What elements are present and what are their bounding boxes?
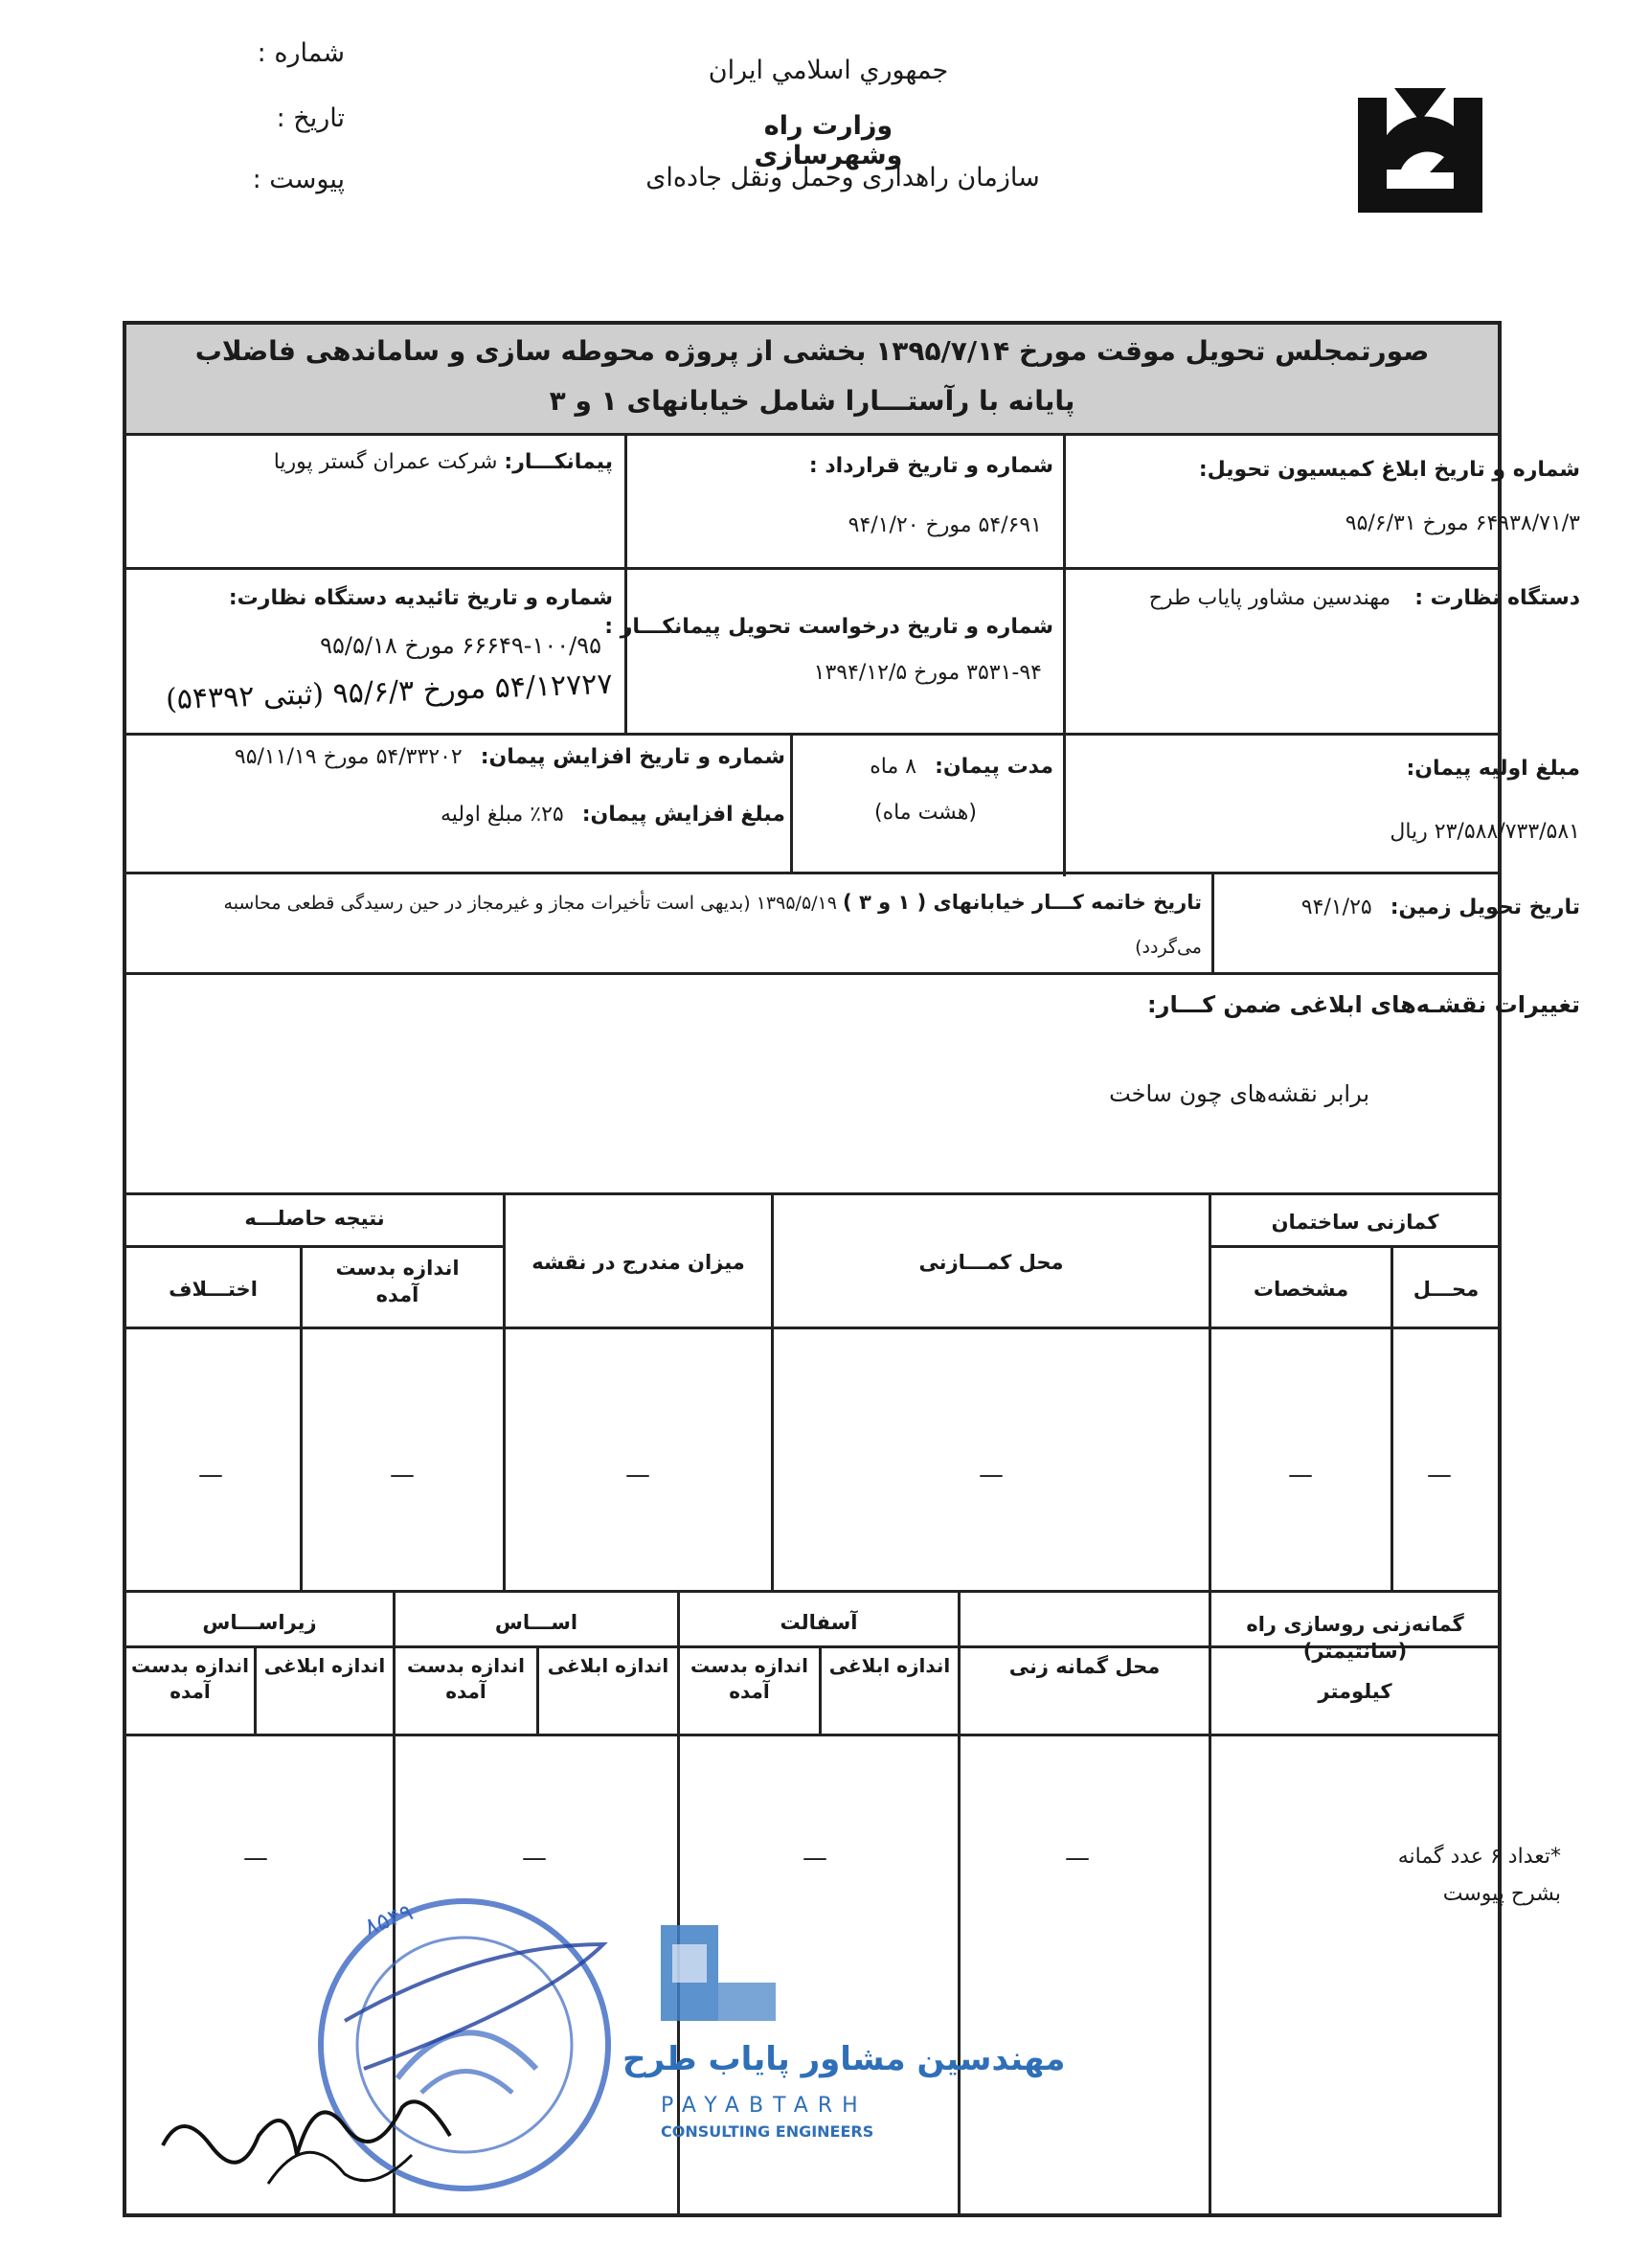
t1-dash-difference: —	[198, 1461, 223, 1489]
request-label: شماره و تاریخ درخواست تحویل پیمانکـــار :	[604, 615, 1053, 639]
completion-label: تاریخ خاتمه کـــار خیابانهای ( ۱ و ۳ )	[843, 891, 1202, 914]
completion-field	[158, 891, 1202, 914]
t2-subbase-measured: اندازه بدست آمده	[131, 1654, 249, 1703]
t1-col-location: محل کمـــازنی	[918, 1251, 1064, 1274]
contractor-value: شرکت عمران گستر پوریا	[273, 450, 498, 474]
approval-label: شماره و تاریخ تائیدیه دستگاه نظارت:	[228, 586, 613, 610]
duration-words: (هشت ماه)	[873, 801, 977, 825]
t1-dash-location: —	[979, 1461, 1004, 1489]
number-label: شماره :	[257, 38, 345, 68]
t1-group-building: کمازنی ساختمان	[1271, 1211, 1439, 1234]
t1-col-place: محـــل	[1413, 1278, 1480, 1301]
t1-dash-measured: —	[390, 1461, 415, 1489]
commission-label: شماره و تاریخ ابلاغ کمیسیون تحویل:	[1198, 458, 1580, 482]
t2-dash-subbase: —	[243, 1844, 268, 1872]
land-label: تاریخ تحویل زمین:	[1390, 896, 1580, 919]
supervisor-label: دستگاه نظارت :	[1414, 586, 1580, 610]
handwritten-note: ۵۴/۱۲۷۲۷ مورخ ۹۵/۶/۳ (ثبتی ۵۴۳۹۲)	[165, 667, 614, 717]
stamp-company-fa: مهندسین مشاور پایاب طرح	[622, 2040, 1066, 2078]
t2-col-location: محل گمانه زنی	[1008, 1655, 1161, 1678]
approval-value: ۶۶۶۴۹-۱۰۰/۹۵ مورخ ۹۵/۵/۱۸	[320, 632, 601, 659]
t2-km-value: *تعداد ۶ عدد گمانه بشرح پیوست	[1397, 1845, 1561, 1906]
t2-group-asphalt: آسفالت	[780, 1611, 858, 1634]
commission-value: ۶۴۹۳۸/۷۱/۳ مورخ ۹۵/۶/۳۱	[1345, 511, 1580, 535]
t2-group-subbase: زیراســـاس	[202, 1611, 317, 1634]
t1-col-specs: مشخصات	[1253, 1278, 1349, 1301]
land-field	[1301, 896, 1580, 919]
contract-label: شماره و تاریخ قرارداد :	[808, 454, 1053, 478]
stamp-company-en-top: PAYABTARH	[661, 2094, 868, 2118]
t1-dash-place: —	[1427, 1461, 1452, 1489]
contractor-field	[274, 450, 613, 474]
ministry-title: وزارت راه وشهرسازی	[754, 111, 903, 170]
increase-amount-label: مبلغ افزایش پیمان:	[581, 803, 785, 827]
attachment-label: پیوست :	[252, 165, 345, 194]
t1-group-result: نتیجه حاصلـــه	[244, 1207, 385, 1230]
signature	[153, 2069, 469, 2203]
republic-title: جمهوري اسلامي ايران	[708, 56, 949, 85]
duration-label: مدت پیمان:	[935, 755, 1053, 779]
organization-title: سازمان راهداری وحمل ونقل جاده‌ای	[645, 163, 1040, 193]
t2-col-km: کیلومتر	[1318, 1680, 1392, 1703]
t2-base-notified: اندازه ابلاغی	[547, 1654, 669, 1677]
initial-amount-label: مبلغ اولیه پیمان:	[1406, 757, 1580, 781]
t1-col-difference: اختـــلاف	[169, 1278, 258, 1301]
duration-field	[870, 755, 1053, 779]
duration-value: ۸ ماه	[870, 755, 917, 779]
date-label: تاریخ :	[276, 103, 345, 133]
completion-value-cont: می‌گردد)	[1135, 937, 1202, 958]
t1-col-measured: اندازه بدست آمده	[335, 1257, 460, 1307]
t2-dash-base: —	[522, 1844, 547, 1872]
t2-base-measured: اندازه بدست آمده	[407, 1654, 525, 1703]
document-subtitle: پایانه با رآستـــارا شامل خیابانهای ۱ و ۳	[549, 385, 1075, 417]
increase-value: ۵۴/۳۳۲۰۲ مورخ ۹۵/۱۱/۱۹	[234, 745, 463, 769]
increase-amount-field	[441, 803, 785, 827]
changes-value: برابر نقشه‌های چون ساخت	[1109, 1080, 1369, 1107]
t2-asphalt-notified: اندازه ابلاغی	[828, 1654, 951, 1677]
supervisor-value: مهندسین مشاور پایاب طرح	[1148, 586, 1391, 610]
t2-asphalt-measured: اندازه بدست آمده	[690, 1654, 808, 1703]
request-value: ۳۵۳۱-۹۴ مورخ ۱۳۹۴/۱۲/۵	[813, 661, 1042, 685]
supervisor-field	[1149, 586, 1580, 610]
payabtarh-logo-icon	[651, 1925, 785, 2030]
document-title: صورتمجلس تحویل موقت مورخ ۱۳۹۵/۷/۱۴ بخشی از پروژه محوطه سازی و ساماندهی فاضلاب	[194, 335, 1430, 367]
increase-amount-value: ۲۵٪ مبلغ اولیه	[440, 803, 564, 827]
changes-label: تغییرات نقشـه‌های ابلاغی ضمن کـــار:	[1147, 991, 1580, 1018]
rmto-logo-icon	[1348, 79, 1492, 222]
t2-dash-asphalt: —	[803, 1844, 827, 1872]
initial-amount-value: ۲۳/۵۸۸/۷۳۳/۵۸۱ ریال	[1390, 820, 1580, 844]
contract-value: ۵۴/۶۹۱ مورخ ۹۴/۱/۲۰	[848, 513, 1042, 537]
stamp-company-en: CONSULTING ENGINEERS	[661, 2122, 874, 2141]
t1-dash-specs: —	[1288, 1461, 1313, 1489]
t2-group-base: اســـاس	[494, 1611, 578, 1634]
t1-col-map-amount: میزان مندرج در نقشه	[531, 1251, 745, 1274]
t1-dash-map: —	[625, 1461, 650, 1489]
increase-field	[235, 745, 785, 769]
increase-label: شماره و تاریخ افزایش پیمان:	[480, 745, 785, 769]
t2-subbase-notified: اندازه ابلاغی	[263, 1654, 386, 1677]
seal-number: ۸۵۴۹	[360, 1898, 417, 1940]
land-value: ۹۴/۱/۲۵	[1300, 896, 1372, 919]
t2-dash-location: —	[1065, 1844, 1090, 1872]
contractor-label: پیمانکـــار:	[504, 450, 613, 474]
t2-group-road: گمانه‌زنی روسازی راه (سانتیمتر)	[1246, 1613, 1464, 1664]
completion-value: ۱۳۹۵/۵/۱۹ (بدیهی است تأخیرات مجاز و غیرمجاز در حین رسیدگی قطعی محاسبه	[223, 893, 837, 914]
